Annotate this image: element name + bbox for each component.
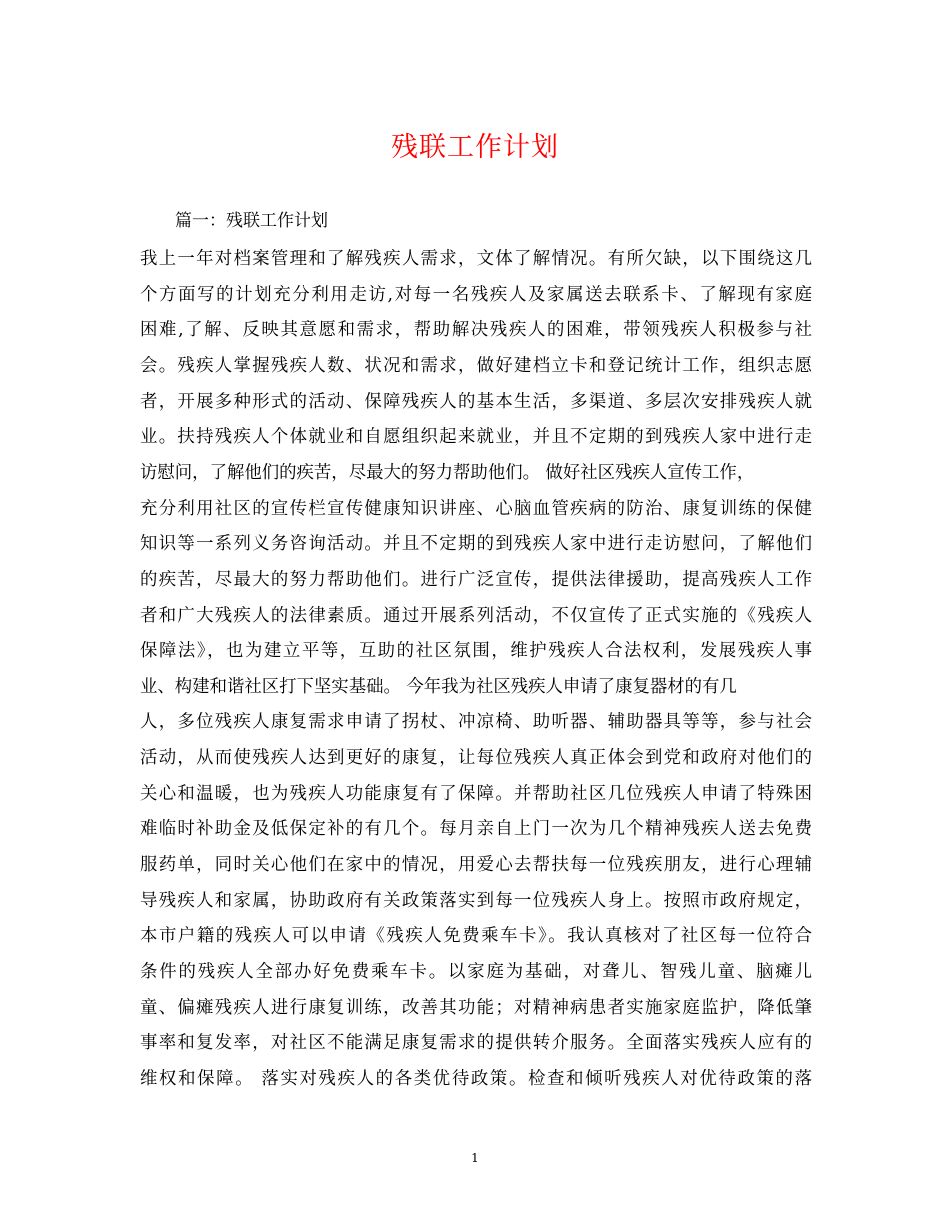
body-line: 人，多位残疾人康复需求申请了拐杖、冲凉椅、助听器、辅助器具等等，参与社会: [140, 712, 812, 733]
body-line: 本市户籍的残疾人可以申请《残疾人免费乘车卡》。我认真核对了社区每一位符合: [140, 926, 812, 947]
body-line: 服药单，同时关心他们在家中的情况，用爱心去帮扶每一位残疾朋友，进行心理辅: [140, 855, 812, 876]
body-line: 导残疾人和家属，协助政府有关政策落实到每一位残疾人身上。按照市政府规定，: [140, 890, 812, 911]
body-line: 我上一年对档案管理和了解残疾人需求，文体了解情况。有所欠缺，以下围绕这几: [140, 249, 812, 269]
document-title: 残联工作计划: [391, 132, 559, 163]
body-line: 事率和复发率，对社区不能满足康复需求的提供转介服务。全面落实残疾人应有的: [140, 1033, 812, 1054]
body-line: 知识等一系列义务咨询活动。并且不定期的到残疾人家中进行走访慰问，了解他们: [140, 534, 812, 555]
body-line: 困难,了解、反映其意愿和需求，帮助解决残疾人的困难，带领残疾人积极参与社: [140, 320, 812, 341]
body-line: 维权和保障。 落实对残疾人的各类优待政策。检查和倾听残疾人对优待政策的落: [140, 1068, 812, 1089]
body-line: 访慰问，了解他们的疾苦，尽最大的努力帮助他们。 做好社区残疾人宣传工作，: [140, 462, 755, 483]
body-line: 保障法》，也为建立平等，互助的社区氛围，维护残疾人合法权利，发展残疾人事: [140, 641, 812, 662]
page-number: 1: [471, 1151, 479, 1165]
body-line: 条件的残疾人全部办好免费乘车卡。以家庭为基础，对聋儿、智残儿童、脑瘫儿: [140, 962, 812, 982]
body-line: 童、偏瘫残疾人进行康复训练，改善其功能；对精神病患者实施家庭监护，降低肇: [140, 997, 812, 1018]
body-line: 业。扶持残疾人个体就业和自愿组织起来就业，并且不定期的到残疾人家中进行走: [140, 427, 812, 448]
body-line: 个方面写的计划充分利用走访,对每一名残疾人及家属送去联系卡、了解现有家庭: [140, 284, 812, 305]
section-heading: 篇一：残联工作计划: [175, 211, 328, 231]
body-line: 充分利用社区的宣传栏宣传健康知识讲座、心脑血管疾病的防治、康复训练的保健: [140, 498, 812, 519]
body-line: 者和广大残疾人的法律素质。通过开展系列活动，不仅宣传了正式实施的《残疾人: [140, 605, 812, 626]
body-line: 活动，从而使残疾人达到更好的康复，让每位残疾人真正体会到党和政府对他们的: [140, 748, 812, 769]
body-line: 会。残疾人掌握残疾人数、状况和需求，做好建档立卡和登记统计工作，组织志愿: [140, 355, 812, 376]
body-line: 的疾苦，尽最大的努力帮助他们。进行广泛宣传，提供法律援助，提高残疾人工作: [140, 569, 812, 590]
body-line: 业、构建和谐社区打下坚实基础。 今年我为社区残疾人申请了康复器材的有几: [140, 676, 737, 697]
body-line: 关心和温暖，也为残疾人功能康复有了保障。并帮助社区几位残疾人申请了特殊困: [140, 783, 812, 804]
body-line: 者，开展多种形式的活动、保障残疾人的基本生活，多渠道、多层次安排残疾人就: [140, 391, 812, 412]
body-line: 难临时补助金及低保定补的有几个。每月亲自上门一次为几个精神残疾人送去免费: [140, 819, 812, 840]
